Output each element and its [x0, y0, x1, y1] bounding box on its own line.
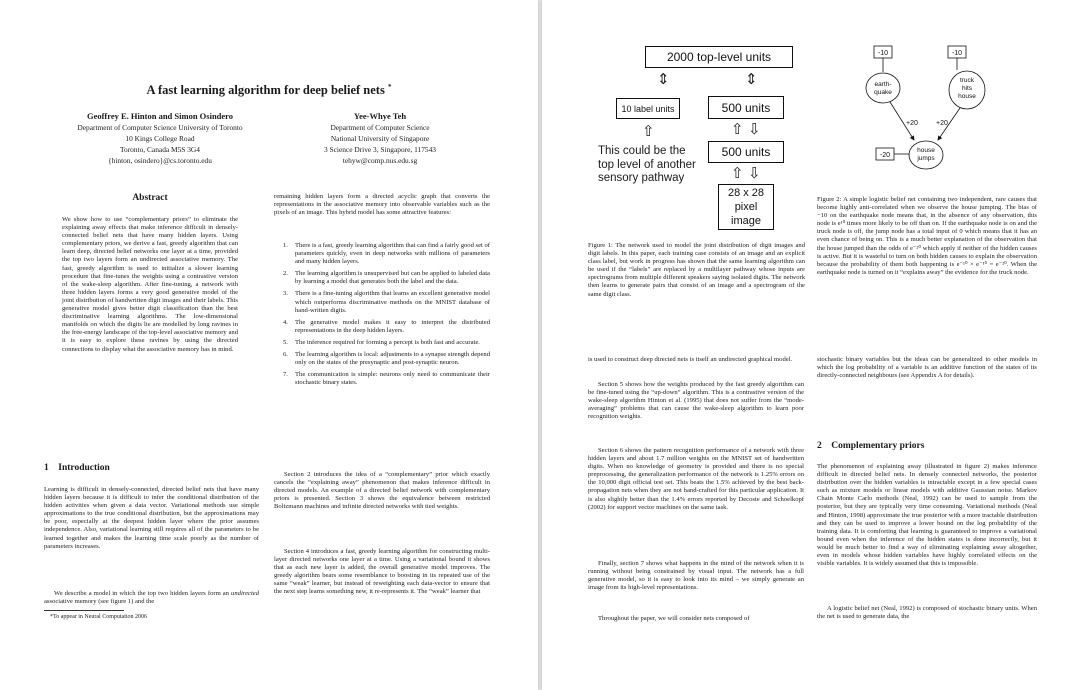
- col4-paragraph-1: stochastic binary variables but the ideas can be generalized to other models in which the log probability of a variable is an additive function of the states of its directly-connected neighbours (see Appendix A for details).: [817, 356, 1037, 380]
- paper-title: [0, 83, 538, 98]
- intro-heading: [44, 463, 244, 473]
- fig1-up-arrow-icon: ⇧: [642, 122, 655, 140]
- section2-heading-text: Complementary priors: [831, 441, 925, 451]
- feature-text: There is a fine-tuning algorithm that learns an excellent generative model which outperforms discriminative methods on the MNIST database of hand-written digits.: [295, 290, 490, 314]
- fig2-node-earthquake: [866, 73, 900, 103]
- fig1-pixel-image-box: 28 x 28 pixel image: [718, 184, 774, 230]
- footnote: *To appear in Neural Computation 2006: [50, 614, 148, 620]
- svg-text:jumps: jumps: [917, 155, 935, 162]
- fig1-bidirectional-arrow-icon: ⇕: [657, 70, 670, 88]
- author-block-left: [40, 111, 280, 166]
- feature-text: There is a fast, greedy learning algorithm that can find a fairly good set of parameters quickly, even in deep networks with millions of parameters and many hidden layers.: [295, 242, 490, 266]
- fig1-hidden-units-box-1: 500 units: [708, 96, 784, 119]
- feature-item: [283, 242, 490, 266]
- feature-text: The learning algorithm is local: adjustments to a synapse strength depend only on the states of the presynaptic and post-synaptic neuron.: [295, 351, 490, 367]
- section2-heading: [817, 441, 1037, 451]
- fig1-hidden-units-box-2: 500 units: [708, 141, 784, 163]
- svg-text:earth-: earth-: [874, 81, 892, 88]
- feature-text: The generative model makes it easy to interpret the distributed representations in the deep hidden layers.: [295, 318, 490, 334]
- author-email-right: tehyw@comp.nus.edu.sg: [342, 156, 418, 165]
- paper-title-text: A fast learning algorithm for deep belief nets: [146, 83, 385, 98]
- col3-paragraph-3: Section 6 shows the pattern recognition performance of a network with three hidden layers and about 1.7 million weights on the MNIST set of handwritten digits. When no knowledge of geometry is provided and there is no special preprocessing, the generalization performance of the network is 1.25% errors on the 10,000 digit official test set. This beats the 1.5% achieved by the best back-propagation nets when they are not hand-crafted for this particular application. It is also slightly better than the 1.4% errors reported by Decoste and Schoelkopf (2002) for support vector machines on the same task.: [588, 447, 804, 511]
- feature-text: The inference required for forming a percept is both fast and accurate.: [295, 338, 480, 346]
- fig1-up-arrow-icon: ⇧: [731, 120, 744, 138]
- author-email-left: {hinton, osindero}@cs.toronto.edu: [108, 156, 212, 165]
- fig1-down-arrow-icon: ⇩: [748, 120, 761, 138]
- svg-text:truck: truck: [959, 77, 975, 84]
- intro-p2-part-a: We describe a model in which the top two hidden layers form an: [54, 590, 232, 597]
- col3-paragraph-1: is used to construct deep directed nets is itself an undirected graphical model.: [588, 356, 793, 363]
- intro-p2-emphasis: undirected: [231, 590, 259, 597]
- feature-item: [283, 351, 490, 367]
- fig1-bidirectional-arrow-icon: ⇕: [745, 70, 758, 88]
- svg-text:house: house: [917, 147, 935, 154]
- fig1-side-note: This could be the top level of another sensory pathway: [598, 145, 696, 184]
- fig1-up-arrow-icon: ⇧: [731, 164, 744, 182]
- feature-num: 2.: [283, 270, 288, 278]
- author-street-right: 3 Science Drive 3, Singapore, 117543: [324, 145, 436, 154]
- intro-heading-text: Introduction: [58, 463, 110, 473]
- author-names-left: Geoffrey E. Hinton and Simon Osindero: [86, 111, 234, 121]
- fig2-caption: Figure 2: A simple logistic belief net containing two independent, rare causes that become highly anti-correlated when we observe the house jumping. The bias of −10 on the earthquake node means that, in the absence of any observation, this node is e¹⁰ times more likely to be off than on. If the earthquake node is on and the truck node is off, the jump node has a total input of 0 which means that it has an even chance of being on. This is a much better explanation of the observation that the house jumped than the odds of e⁻²⁰ which apply if neither of the hidden causes is active. But it is wasteful to turn on both hidden causes to explain the observation because the probability of them both happening is e⁻¹⁰ × e⁻¹⁰ = e⁻²⁰. When the earthquake node is turned on it “explains away” the evidence for the truck node.: [817, 196, 1037, 276]
- author-city-left: Toronto, Canada M5S 3G4: [120, 145, 200, 154]
- col4-paragraph-2: The phenomenon of explaining away (illustrated in figure 2) makes inference difficult in directed belief nets. In densely connected networks, the posterior distribution over the hidden variables is intractable except in a few special cases such as mixture models or linear models with additive Gaussian noise. Markov Chain Monte Carlo methods (Neal, 1992) can be used to sample from the posterior, but they are typically very time consuming. Variational methods (Neal and Hinton, 1998) approximate the true posterior with a more tractable distribution and they can be used to improve a lower bound on the log probability of the training data. It is comforting that learning is guaranteed to improve a variational bound even when the inference of the hidden states is done incorrectly, but it would be much better to find a way of eliminating explaining away altogether, even in models whose hidden variables have highly correlated effects on the visible variables. It is widely assumed that this is impossible.: [817, 463, 1037, 568]
- svg-text:quake: quake: [874, 89, 892, 96]
- fig2-bias-left: -10: [877, 50, 889, 57]
- svg-text:hits: hits: [961, 85, 973, 92]
- col3-paragraph-4: Finally, section 7 shows what happens in the mind of the network when it is running without being constrained by visual input. The network has a full generative model, so it is easy to look into its mind – we simply generate an image from its high-level representations.: [588, 560, 804, 592]
- col2-intro: remaining hidden layers form a directed acyclic graph that converts the representations in the associative memory into observable variables such as the pixels of an image. This hybrid model has some attractive features:: [274, 193, 490, 217]
- feature-num: 3.: [283, 290, 288, 298]
- fig2-bias-jump: -20: [879, 152, 891, 159]
- fig2-weight-left: +20: [906, 120, 918, 127]
- intro-heading-num: 1: [44, 463, 49, 473]
- fig1-down-arrow-icon: ⇩: [748, 164, 761, 182]
- title-footnote-mark: *: [387, 83, 392, 91]
- feature-item: [283, 339, 490, 347]
- feature-text: The communication is simple: neurons only need to communicate their stochastic binary states.: [295, 371, 490, 387]
- intro-paragraph-1: Learning is difficult in densely-connected, directed belief nets that have many hidden layers because it is difficult to infer the conditional distribution of the hidden activities when given a data vector. Variational methods use simple approximations to the true conditional distribution, but the approximations may be poor, especially at the deepest hidden layer where the prior assumes independence. Also, variational learning still requires all of the parameters to be learned together and makes the learning time scale poorly as the number of parameters increases.: [44, 486, 259, 550]
- col2-section4-summary: Section 4 introduces a fast, greedy learning algorithm for constructing multi-layer directed networks one layer at a time. Using a variational bound it shows that as each new layer is added, the overall generative model improves. The greedy algorithm bears some resemblance to boosting in its repeated use of the same “weak” learner, but instead of reweighting each data-vector to ensure that the next step learns something new, it re-represents it. The “weak” learner that: [274, 548, 490, 596]
- author-dept-right: Department of Computer Science: [330, 123, 430, 132]
- author-name-right: Yee-Whye Teh: [353, 111, 407, 121]
- footnote-rule: [44, 610, 124, 611]
- feature-text: The learning algorithm is unsupervised but can be applied to labeled data by learning a model that generates both the label and the data.: [295, 270, 490, 286]
- fig1-label-units-box: 10 label units: [616, 98, 680, 119]
- col2-section2-summary: Section 2 introduces the idea of a “complementary” prior which exactly cancels the “explaining away” phenomenon that makes inference difficult in directed models. An example of a directed belief network with complementary priors is presented. Section 3 shows the equivalence between restricted Boltzmann machines and infinite directed networks with tied weights.: [274, 471, 490, 511]
- feature-num: 1.: [283, 242, 288, 249]
- features-list: [283, 242, 490, 391]
- author-block-right: [280, 111, 480, 166]
- feature-num: 5.: [283, 338, 288, 346]
- feature-item: [283, 371, 490, 387]
- feature-num: 6.: [283, 351, 288, 359]
- feature-num: 4.: [283, 318, 288, 326]
- svg-text:house: house: [958, 93, 976, 100]
- feature-num: 7.: [283, 371, 288, 379]
- col3-paragraph-5: Throughout the paper, we will consider nets composed of: [598, 615, 750, 622]
- page-right: [542, 0, 1080, 690]
- fig1-top-level-box: 2000 top-level units: [645, 46, 793, 68]
- fig2-belief-net-diagram: [854, 44, 994, 174]
- feature-item: [283, 319, 490, 335]
- author-street-left: 10 Kings College Road: [125, 134, 195, 143]
- col3-paragraph-2: Section 5 shows how the weights produced by the fast greedy algorithm can be fine-tuned using the “up-down” algorithm. This is a contrastive version of the wake-sleep algorithm Hinton et al. (1995) that does not suffer from the “mode-averaging” problems that can cause the wake-sleep algorithm to learn poor recognition weights.: [588, 381, 804, 421]
- col4-paragraph-3: A logistic belief net (Neal, 1992) is composed of stochastic binary units. When the net is used to generate data, the: [817, 605, 1037, 621]
- page-left: [0, 0, 538, 690]
- fig2-weight-right: +20: [936, 120, 948, 127]
- feature-item: [283, 270, 490, 286]
- author-dept-left: Department of Computer Science University of Toronto: [77, 123, 243, 132]
- feature-item: [283, 290, 490, 314]
- intro-p2-part-b: associative memory (see figure 1) and the: [44, 598, 155, 606]
- intro-paragraph-2: [44, 590, 259, 606]
- abstract-heading: Abstract: [132, 193, 168, 203]
- fig1-caption: Figure 1: The network used to model the joint distribution of digit images and digit labels. In this paper, each training case consists of an image and an explicit class label, but work in progress has shown that the same learning algorithm can be used if the “labels” are replaced by a multilayer pathway whose inputs are spectrograms from multiple different speakers saying isolated digits. The network then learns to generate pairs that consist of an image and a spectrogram of the same digit class.: [588, 242, 805, 298]
- author-univ-right: National University of Singapore: [330, 134, 430, 143]
- fig2-bias-right: -10: [951, 50, 963, 57]
- abstract-text: We show how to use “complementary priors” to eliminate the explaining away effects that make inference difficult in densely-connected belief nets that have many hidden layers. Using complementary priors, we derive a fast, greedy algorithm that can learn deep, directed belief networks one layer at a time, provided the top two layers form an undirected associative memory. The fast, greedy algorithm is used to initialize a slower learning procedure that fine-tunes the weights using a contrastive version of the wake-sleep algorithm. After fine-tuning, a network with three hidden layers forms a very good generative model of the joint distribution of handwritten digit images and their labels. This generative model gives better digit classification than the best discriminative learning algorithms. The low-dimensional manifolds on which the digits lie are modelled by long ravines in the free-energy landscape of the top-level associative memory and it is easy to explore these ravines by using the directed connections to display what the associative memory has in mind.: [62, 216, 238, 353]
- section2-heading-num: 2: [817, 441, 822, 451]
